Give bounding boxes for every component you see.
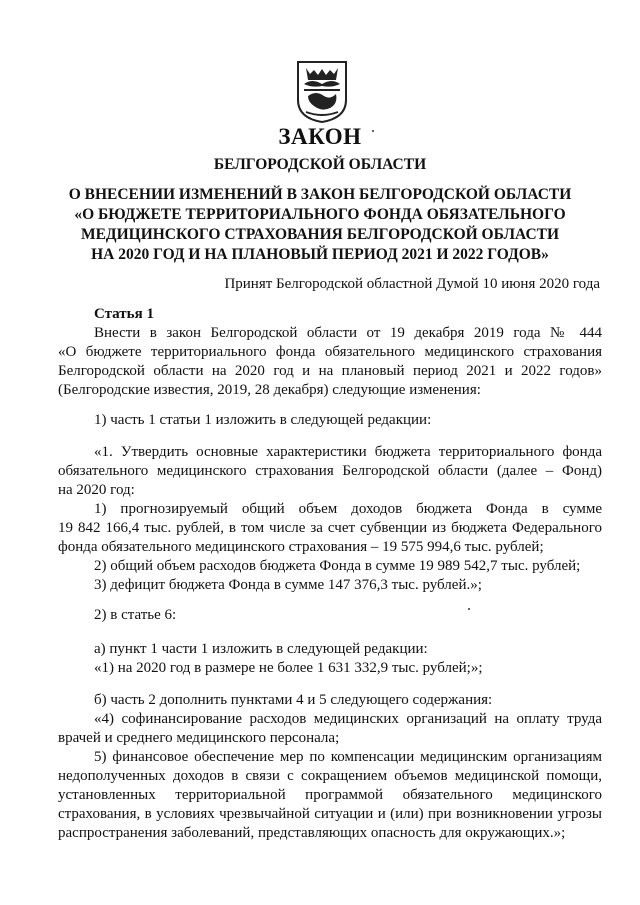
intro-line: (Белгородские известия, 2019, 28 декабря) следующие изменения:	[58, 382, 481, 398]
coat-of-arms-icon	[296, 60, 348, 124]
subitem-line: 1) прогнозируемый общий объем доходов бюджета Фонда в сумме	[94, 501, 602, 517]
item-2: 2) в статье 6:	[94, 607, 177, 623]
adoption-note: Принят Белгородской областной Думой 10 июня 2020 года	[224, 276, 600, 292]
point-5-line: распространения заболеваний, представляющих опасность для окружающих.»;	[58, 825, 566, 841]
subitem-3: 3) дефицит бюджета Фонда в сумме 147 376,3 тыс. рублей.»;	[94, 577, 482, 593]
subtitle-line: О ВНЕСЕНИИ ИЗМЕНЕНИЙ В ЗАКОН БЕЛГОРОДСКОЙ ОБЛАСТИ	[68, 186, 572, 203]
intro-line: Внести в закон Белгородской области от 19 декабря 2019 года № 444	[94, 325, 602, 341]
document-region: БЕЛГОРОДСКОЙ ОБЛАСТИ	[213, 156, 427, 173]
item-2a: а) пункт 1 части 1 изложить в следующей редакции:	[94, 641, 428, 657]
intro-line: «О бюджете территориального фонда обязательного медицинского страхования	[58, 344, 602, 360]
subitem-2: 2) общий объем расходов бюджета Фонда в сумме 19 989 542,7 тыс. рублей;	[94, 558, 581, 574]
article-heading: Статья 1	[94, 306, 154, 322]
point-4-line: «4) софинансирование расходов медицинских организаций на оплату труда	[94, 711, 602, 727]
item-2a-quote: «1) на 2020 год в размере не более 1 631 332,9 тыс. рублей;»;	[94, 660, 483, 676]
point-5-line: 5) финансовое обеспечение мер по компенсации медицинским организациям	[94, 749, 602, 765]
quote-line: на 2020 год:	[58, 482, 135, 498]
point-4-line: врачей и среднего медицинского персонала;	[58, 730, 340, 746]
subitem-line: фонда обязательного медицинского страхования – 19 575 994,6 тыс. рублей;	[58, 539, 544, 555]
item-2b: б) часть 2 дополнить пунктами 4 и 5 следующего содержания:	[94, 692, 493, 708]
subitem-line: 19 842 166,4 тыс. рублей, в том числе за счет субвенции из бюджета Федерального	[58, 520, 602, 536]
intro-line: Белгородской области на 2020 год и на плановый период 2021 и 2022 годов»	[58, 363, 602, 379]
subtitle-line: НА 2020 ГОД И НА ПЛАНОВЫЙ ПЕРИОД 2021 И 2022 ГОДОВ»	[91, 246, 549, 263]
item-1: 1) часть 1 статьи 1 изложить в следующей редакции:	[94, 412, 432, 428]
point-5-line: страхования, в условиях чрезвычайной ситуации и (или) при возникновении угрозы	[58, 806, 602, 822]
point-5-line: установленных территориальной программой обязательного медицинского	[58, 787, 602, 803]
document-title: ЗАКОН	[278, 124, 362, 149]
subtitle-line: МЕДИЦИНСКОГО СТРАХОВАНИЯ БЕЛГОРОДСКОЙ ОБЛАСТИ	[80, 226, 560, 243]
speck	[468, 608, 470, 610]
quote-line: обязательного медицинского страхования Белгородской области (далее – Фонд)	[58, 463, 602, 479]
speck	[372, 130, 374, 132]
point-5-line: недополученных доходов в связи с сокращением объемов медицинской помощи,	[58, 768, 602, 784]
quote-line: «1. Утвердить основные характеристики бюджета территориального фонда	[94, 444, 602, 460]
subtitle-line: «О БЮДЖЕТЕ ТЕРРИТОРИАЛЬНОГО ФОНДА ОБЯЗАТЕЛЬНОГО	[74, 206, 566, 223]
